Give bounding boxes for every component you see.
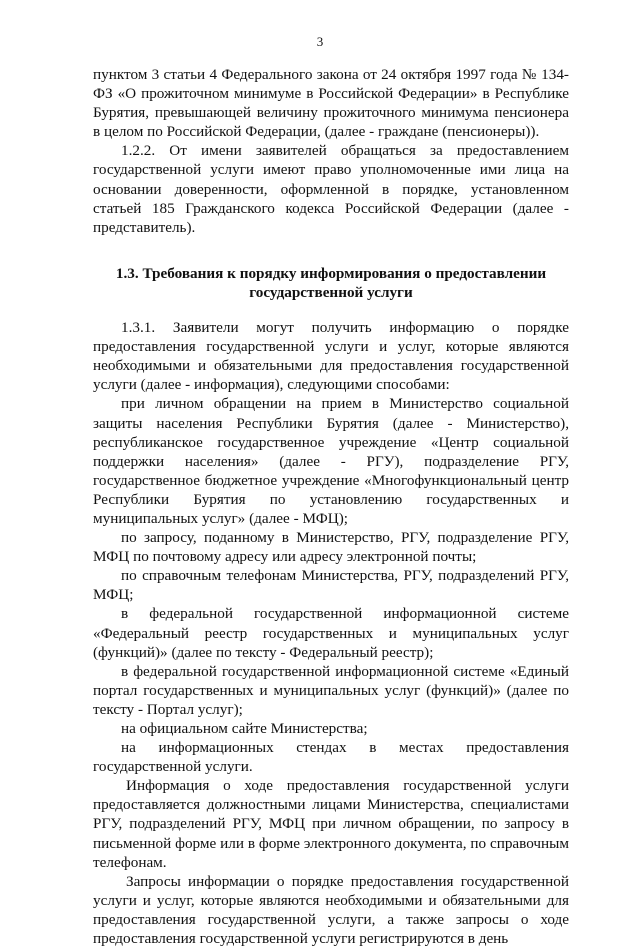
list-item-request: по запросу, поданному в Министерство, РГУ, подразделение РГУ, МФЦ по почтовому адресу или адресу электронной почты; — [93, 529, 569, 566]
list-item-unified-portal: в федеральной государственной информационной системе «Единый портал государственных и муниципальных услуг (функций)» (далее по тексту - Портал услуг); — [93, 662, 569, 718]
list-item-official-site: на официальном сайте Министерства; — [121, 720, 368, 737]
page-number: 3 — [316, 34, 324, 49]
list-item-phone: по справочным телефонам Министерства, РГУ, подразделений РГУ, МФЦ; — [93, 567, 569, 604]
paragraph-continuation: пунктом 3 статьи 4 Федерального закона от 24 октября 1997 года № 134-ФЗ «О прожиточном минимуме в Российской Федерации» в Республике Бурятия, превышающей величину прожиточного минимума пенсионера в целом по Российской Федерации, (далее - граждане (пенсионеры)). — [93, 66, 569, 141]
paragraph-progress-info: Информация о ходе предоставления государственной услуги предоставляется должностными лицами Министерства, специалистами РГУ, подразделений РГУ, МФЦ при личном обращении, по запросу в письменной форме или в форме электронного документа, по справочным телефонам. — [93, 777, 569, 871]
paragraph-1-2-2: 1.2.2. От имени заявителей обращаться за предоставлением государственной услуги имеют право уполномоченные ими лица на основании доверенности, оформленной в порядке, установленном статьей 185 Гражданского кодекса Российской Федерации (далее - представитель). — [93, 142, 569, 236]
section-heading-line-1: 1.3. Требования к порядку информирования о предоставлении — [115, 264, 547, 282]
section-heading-line-2: государственной услуги — [249, 283, 413, 301]
section-heading-1-3 — [93, 264, 569, 302]
paragraph-1-3-1: 1.3.1. Заявители могут получить информацию о порядке предоставления государственной услуги и услуг, которые являются необходимыми и обязательными для предоставления государственной услуги (далее - информация), следующими способами: — [93, 319, 569, 394]
paragraph-requests: Запросы информации о порядке предоставления государственной услуги и услуг, которые являются необходимыми и обязательными для предоставления государственной услуги, а также запросы о ходе предоставления государственной услуги регистрируются в день — [93, 872, 569, 948]
list-item-personal-visit: при личном обращении на прием в Министерство социальной защиты населения Республики Бурятия (далее - Министерство), республиканское государственное учреждение «Центр социальной поддержки населения» (далее - РГУ), подразделение РГУ, государственное бюджетное учреждение «Многофункциональный центр Республики Бурятия по установлению государственных и муниципальных услуг» (далее - МФЦ); — [93, 395, 569, 527]
list-item-federal-registry: в федеральной государственной информационной системе «Федеральный реестр государственных и муниципальных услуг (функций)» (далее по тексту - Федеральный реестр); — [93, 605, 569, 661]
list-item-info-stands: на информационных стендах в местах предоставления государственной услуги. — [93, 739, 569, 776]
document-body — [93, 65, 569, 948]
